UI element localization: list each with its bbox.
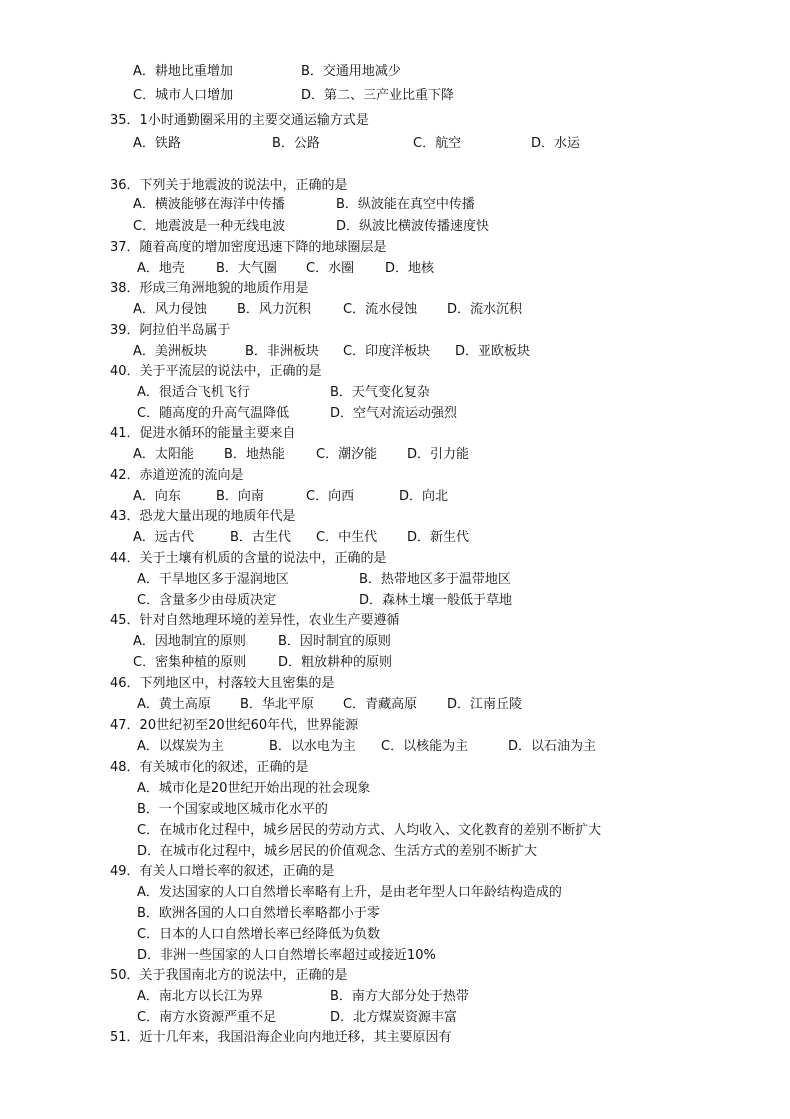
option: B．公路 xyxy=(272,136,320,151)
option: B．华北平原 xyxy=(240,697,314,712)
option: D．在城市化过程中，城乡居民的价值观念、生活方式的差别不断扩大 xyxy=(137,844,538,859)
question-stem: 43．恐龙大量出现的地质年代是 xyxy=(110,509,296,524)
question-stem: 50．关于我国南北方的说法中，正确的是 xyxy=(110,968,348,983)
question-stem: 38．形成三角洲地貌的地质作用是 xyxy=(110,281,309,296)
option: D．森林土壤一般低于草地 xyxy=(359,593,513,608)
option: B．天气变化复杂 xyxy=(330,385,430,400)
option: D．水运 xyxy=(531,136,581,151)
option: D．纵波比横波传播速度快 xyxy=(336,219,490,234)
option: B．非洲板块 xyxy=(245,344,319,359)
option: A．发达国家的人口自然增长率略有上升，是由老年型人口年龄结构造成的 xyxy=(137,885,562,900)
option: D．空气对流运动强烈 xyxy=(330,406,458,421)
option: A．横波能够在海洋中传播 xyxy=(133,197,285,212)
option: A．因地制宜的原则 xyxy=(133,634,246,649)
option: C．青藏高原 xyxy=(343,697,418,712)
option: C．随高度的升高气温降低 xyxy=(137,406,290,421)
q34-option-a: A．耕地比重增加 xyxy=(133,64,233,79)
option: C．地震波是一种无线电波 xyxy=(133,219,286,234)
option: B．向南 xyxy=(216,489,264,504)
question-stem: 48．有关城市化的叙述，正确的是 xyxy=(110,760,309,775)
option: D．江南丘陵 xyxy=(447,697,523,712)
option: D．引力能 xyxy=(407,447,470,462)
option: B．以水电为主 xyxy=(269,739,356,754)
option: C．航空 xyxy=(413,136,462,151)
option: B．大气圈 xyxy=(216,261,277,276)
option: D．非洲一些国家的人口自然增长率超过或接近10% xyxy=(137,948,436,963)
option: A．城市化是20世纪开始出现的社会现象 xyxy=(137,781,371,796)
option: A．铁路 xyxy=(133,136,181,151)
option: A．很适合飞机飞行 xyxy=(137,385,250,400)
question-stem: 45．针对自然地理环境的差异性，农业生产要遵循 xyxy=(110,613,400,628)
q34-option-b: B．交通用地减少 xyxy=(301,64,401,79)
question-stem: 42．赤道逆流的流向是 xyxy=(110,468,244,483)
option: A．向东 xyxy=(133,489,181,504)
option: B．地热能 xyxy=(224,447,285,462)
option: C．在城市化过程中，城乡居民的劳动方式、人均收入、文化教育的差别不断扩大 xyxy=(137,823,602,838)
option: B．纵波能在真空中传播 xyxy=(336,197,475,212)
option: C．密集种植的原则 xyxy=(133,655,247,670)
option: B．欧洲各国的人口自然增长率略都小于零 xyxy=(137,906,380,921)
option: A．黄土高原 xyxy=(137,697,211,712)
option: A．风力侵蚀 xyxy=(133,302,207,317)
q34-option-d: D．第二、三产业比重下降 xyxy=(301,88,455,103)
option: B．古生代 xyxy=(230,530,291,545)
option: A．远古代 xyxy=(133,530,194,545)
option: C．向西 xyxy=(306,489,355,504)
option: B．因时制宜的原则 xyxy=(278,634,391,649)
question-stem: 44．关于土壤有机质的含量的说法中，正确的是 xyxy=(110,551,387,566)
option: A．太阳能 xyxy=(133,447,194,462)
option: C．含量多少由母质决定 xyxy=(137,593,277,608)
option: D．流水沉积 xyxy=(447,302,523,317)
option: A．地壳 xyxy=(137,261,185,276)
question-stem: 40．关于平流层的说法中，正确的是 xyxy=(110,364,322,379)
question-stem: 49．有关人口增长率的叙述，正确的是 xyxy=(110,864,335,879)
option: C．日本的人口自然增长率已经降低为负数 xyxy=(137,927,381,942)
option: D．新生代 xyxy=(407,530,470,545)
q34-option-c: C．城市人口增加 xyxy=(133,88,234,103)
option: A．南北方以长江为界 xyxy=(137,989,263,1004)
question-stem: 36．下列关于地震波的说法中，正确的是 xyxy=(110,178,348,193)
question-stem: 47．20世纪初至20世纪60年代，世界能源 xyxy=(110,718,359,733)
option: D．向北 xyxy=(399,489,449,504)
option: C．流水侵蚀 xyxy=(343,302,418,317)
option: C．印度洋板块 xyxy=(343,344,431,359)
option: C．南方水资源严重不足 xyxy=(137,1010,277,1025)
option: A．以煤炭为主 xyxy=(137,739,224,754)
question-stem: 35．1小时通勤圈采用的主要交通运输方式是 xyxy=(110,113,369,128)
option: C．水圈 xyxy=(306,261,355,276)
question-stem: 39．阿拉伯半岛属于 xyxy=(110,323,231,338)
option: D．粗放耕种的原则 xyxy=(278,655,393,670)
option: B．南方大部分处于热带 xyxy=(330,989,469,1004)
option: A．干旱地区多于湿润地区 xyxy=(137,572,289,587)
option: B．热带地区多于温带地区 xyxy=(359,572,511,587)
option: D．亚欧板块 xyxy=(455,344,531,359)
option: D．以石油为主 xyxy=(508,739,597,754)
option: D．地核 xyxy=(385,261,435,276)
option: C．潮汐能 xyxy=(316,447,378,462)
question-stem: 46．下列地区中，村落较大且密集的是 xyxy=(110,676,335,691)
question-stem: 51．近十几年来，我国沿海企业向内地迁移，其主要原因有 xyxy=(110,1030,452,1045)
option: C．以核能为主 xyxy=(381,739,469,754)
option: B．风力沉积 xyxy=(237,302,311,317)
option: A．美洲板块 xyxy=(133,344,207,359)
question-stem: 37．随着高度的增加密度迅速下降的地球圈层是 xyxy=(110,240,387,255)
question-stem: 41．促进水循环的能量主要来自 xyxy=(110,426,296,441)
option: B．一个国家或地区城市化水平的 xyxy=(137,802,328,817)
option: D．北方煤炭资源丰富 xyxy=(330,1010,458,1025)
option: C．中生代 xyxy=(316,530,378,545)
